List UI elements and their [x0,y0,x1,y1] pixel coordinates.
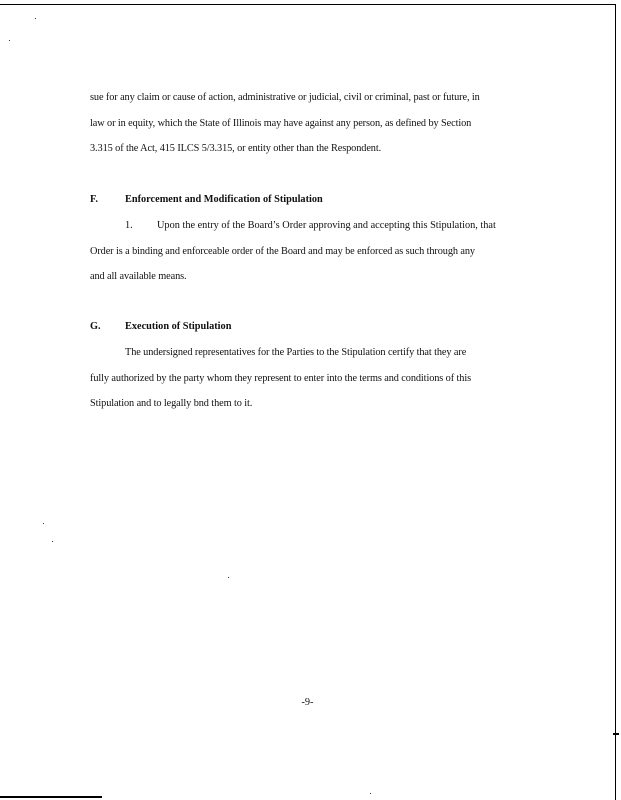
section-f-line: and all available means. [90,271,187,282]
section-f-letter: F. [90,194,98,205]
section-f-line: Upon the entry of the Board’s Order approving and accepting this Stipulation, that [157,220,496,231]
section-f-heading: Enforcement and Modification of Stipulation [125,194,323,205]
scan-speck [43,523,44,524]
section-g-line: fully authorized by the party whom they represent to enter into the terms and conditions of this [90,373,472,384]
scan-speck [35,18,36,19]
section-g-heading: Execution of Stipulation [125,321,232,332]
section-f-line: Order is a binding and enforceable order of the Board and may be enforced as such through any [90,246,475,257]
paragraph-line: sue for any claim or cause of action, administrative or judicial, civil or criminal, past or future, in [90,92,480,103]
paragraph-line: 3.315 of the Act, 415 ILCS 5/3.315, or entity other than the Respondent. [90,143,382,154]
scan-speck [52,541,53,542]
page-border-bottom [0,796,102,798]
page-border-tick [613,733,619,735]
page-border-top [0,4,616,5]
scan-speck [9,40,10,41]
scan-speck [370,793,371,794]
section-g-line: Stipulation and to legally bnd them to it. [90,398,253,409]
section-g-letter: G. [90,321,101,332]
page-border-right [615,4,616,800]
paragraph-line: law or in equity, which the State of Illinois may have against any person, as defined by Section [90,118,472,129]
section-f-item-number: 1. [125,220,133,231]
scan-speck [228,577,229,578]
page-number: -9- [301,697,314,708]
section-g-line: The undersigned representatives for the Parties to the Stipulation certify that they are [125,347,467,358]
